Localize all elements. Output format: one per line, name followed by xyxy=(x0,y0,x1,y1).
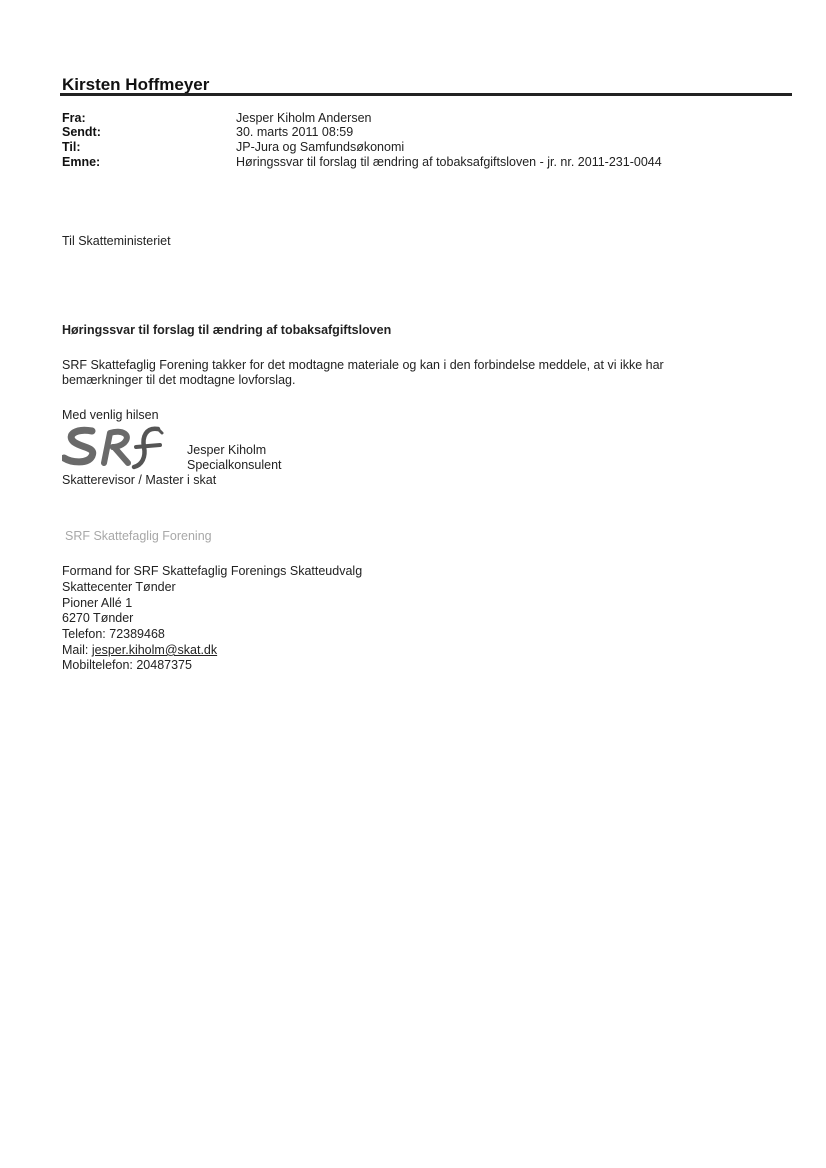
sender-name: Kirsten Hoffmeyer xyxy=(62,75,210,94)
header-label-sent: Sendt: xyxy=(62,125,101,139)
header-value-sent: 30. marts 2011 08:59 xyxy=(236,125,354,139)
paragraph-line-2: bemærkninger til det modtagne lovforslag. xyxy=(62,373,296,387)
mail-label: Mail: xyxy=(62,643,92,657)
header-label-to: Til: xyxy=(62,140,81,154)
closing: Med venlig hilsen xyxy=(62,408,159,422)
header-value-to: JP-Jura og Samfundsøkonomi xyxy=(236,140,405,154)
srf-logo-icon xyxy=(62,425,172,470)
signature-line-phone: Telefon: 72389468 xyxy=(62,627,165,641)
signature-line-street: Pioner Allé 1 xyxy=(62,596,133,610)
salutation: Til Skatteministeriet xyxy=(62,234,171,248)
header-rule xyxy=(60,93,792,96)
signature-name: Jesper Kiholm xyxy=(187,443,267,457)
header-value-subject: Høringssvar til forslag til ændring af tobaksafgiftsloven - jr. nr. 2011-231-0044 xyxy=(236,155,662,169)
signature-line-office: Skattecenter Tønder xyxy=(62,580,176,594)
signature-organization: SRF Skattefaglig Forening xyxy=(65,529,212,543)
letter-title: Høringssvar til forslag til ændring af tobaksafgiftsloven xyxy=(62,323,392,337)
signature-line-role: Formand for SRF Skattefaglig Forenings Skatteudvalg xyxy=(62,564,363,578)
paragraph-line-1: SRF Skattefaglig Forening takker for det modtagne materiale og kan i den forbindelse meddele, at vi ikke har xyxy=(62,358,664,372)
header-label-from: Fra: xyxy=(62,111,86,125)
signature-title: Skatterevisor / Master i skat xyxy=(62,473,217,487)
header-value-from: Jesper Kiholm Andersen xyxy=(236,111,372,125)
signature-mobile: Mobiltelefon: 20487375 xyxy=(62,658,192,672)
signature-line-city: 6270 Tønder xyxy=(62,611,134,625)
mail-link[interactable]: jesper.kiholm@skat.dk xyxy=(91,643,218,657)
signature-mail-line xyxy=(62,643,217,658)
header-label-subject: Emne: xyxy=(62,155,101,169)
signature-position: Specialkonsulent xyxy=(187,458,282,472)
